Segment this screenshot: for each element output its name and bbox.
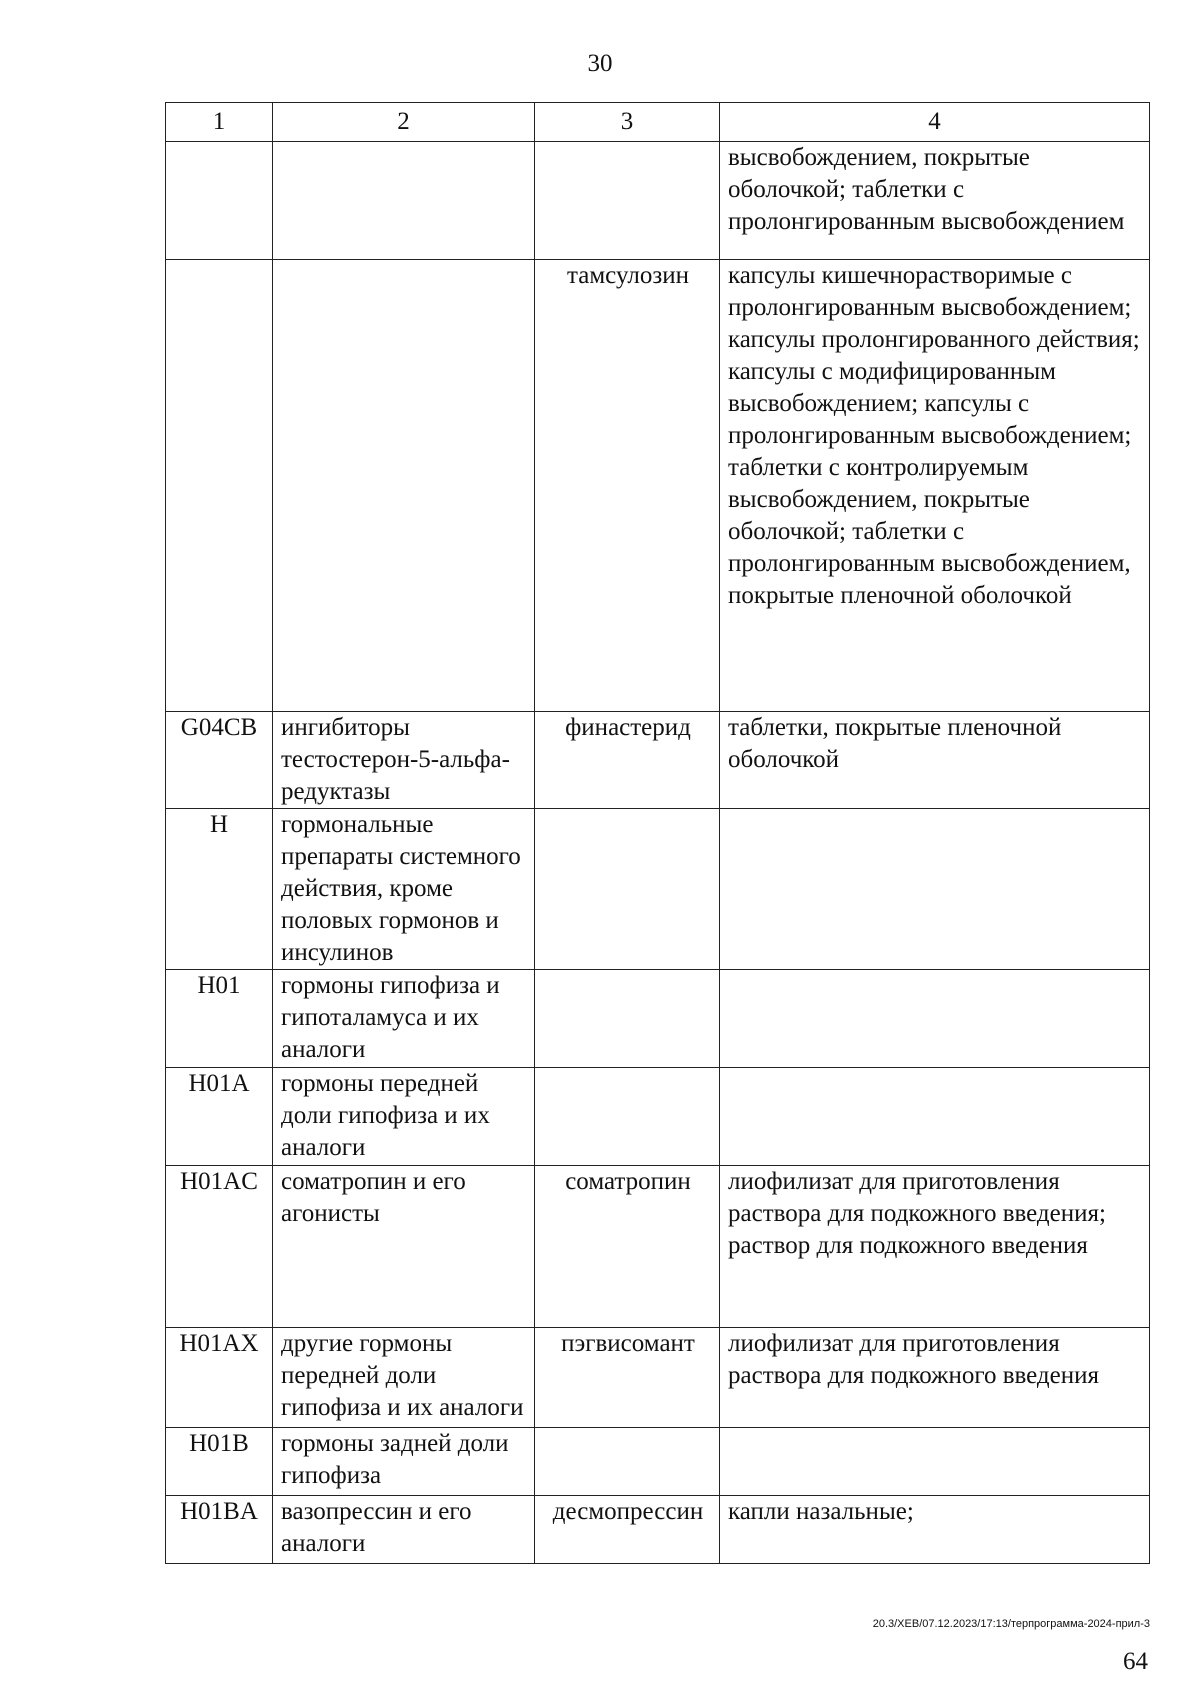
forms-cell <box>720 809 1150 970</box>
table-row <box>166 1328 1150 1428</box>
group-cell <box>273 142 535 260</box>
table-row <box>166 1428 1150 1496</box>
code-cell <box>166 142 273 260</box>
group-cell: вазопрессин и его аналоги <box>273 1496 535 1564</box>
drug-cell <box>535 142 720 260</box>
forms-cell: лиофилизат для приготовления раствора для подкожного введения; раствор для подкожного введения <box>720 1166 1150 1328</box>
group-cell <box>273 260 535 712</box>
drug-cell <box>535 970 720 1068</box>
group-cell: соматропин и его агонисты <box>273 1166 535 1328</box>
header-row <box>166 103 1150 142</box>
drug-cell <box>535 809 720 970</box>
table-row <box>166 260 1150 712</box>
code-cell <box>166 260 273 712</box>
forms-cell: капсулы кишечнорастворимые с пролонгированным высвобождением; капсулы пролонгированного действия; капсулы с модифицированным высвобождением; капсулы с пролонгированным высвобождением; таблетки с контролируемым высвобождением, покрытые оболочкой; таблетки с пролонгированным высвобождением, покрытые пленочной оболочкой <box>720 260 1150 712</box>
drug-cell: тамсулозин <box>535 260 720 712</box>
forms-cell: высвобождением, покрытые оболочкой; таблетки с пролонгированным высвобождением <box>720 142 1150 260</box>
drug-cell: десмопрессин <box>535 1496 720 1564</box>
header-col-4: 4 <box>720 103 1150 142</box>
header-col-2: 2 <box>273 103 535 142</box>
code-cell: H <box>166 809 273 970</box>
group-cell: другие гормоны передней доли гипофиза и их аналоги <box>273 1328 535 1428</box>
forms-cell <box>720 970 1150 1068</box>
document-stamp: 20.3/ХЕВ/07.12.2023/17:13/терпрограмма-2024-прил-3 <box>872 1618 1150 1630</box>
forms-cell: лиофилизат для приготовления раствора для подкожного введения <box>720 1328 1150 1428</box>
forms-cell <box>720 1068 1150 1166</box>
sheet-number: 64 <box>1123 1648 1148 1675</box>
forms-cell <box>720 1428 1150 1496</box>
forms-cell: капли назальные; <box>720 1496 1150 1564</box>
group-cell: гормоны гипофиза и гипоталамуса и их аналоги <box>273 970 535 1068</box>
drug-table <box>165 102 1150 1564</box>
group-cell: гормоны задней доли гипофиза <box>273 1428 535 1496</box>
table-row <box>166 712 1150 809</box>
drug-cell: соматропин <box>535 1166 720 1328</box>
group-cell: гормоны передней доли гипофиза и их аналоги <box>273 1068 535 1166</box>
code-cell: H01A <box>166 1068 273 1166</box>
forms-cell: таблетки, покрытые пленочной оболочкой <box>720 712 1150 809</box>
table-row <box>166 1496 1150 1564</box>
table-row <box>166 809 1150 970</box>
code-cell: H01AX <box>166 1328 273 1428</box>
group-cell: гормональные препараты системного действия, кроме половых гормонов и инсулинов <box>273 809 535 970</box>
header-col-1: 1 <box>166 103 273 142</box>
drug-cell: финастерид <box>535 712 720 809</box>
table-row <box>166 142 1150 260</box>
code-cell: H01AC <box>166 1166 273 1328</box>
page-number: 30 <box>587 50 613 77</box>
code-cell: G04CB <box>166 712 273 809</box>
drug-cell <box>535 1068 720 1166</box>
group-cell: ингибиторы тестостерон-5-альфа-редуктазы <box>273 712 535 809</box>
table-row <box>166 1166 1150 1328</box>
table-header <box>166 103 1150 142</box>
code-cell: H01B <box>166 1428 273 1496</box>
code-cell: H01 <box>166 970 273 1068</box>
table-row <box>166 970 1150 1068</box>
table-row <box>166 1068 1150 1166</box>
header-col-3: 3 <box>535 103 720 142</box>
drug-cell <box>535 1428 720 1496</box>
drug-cell: пэгвисомант <box>535 1328 720 1428</box>
code-cell: H01BA <box>166 1496 273 1564</box>
